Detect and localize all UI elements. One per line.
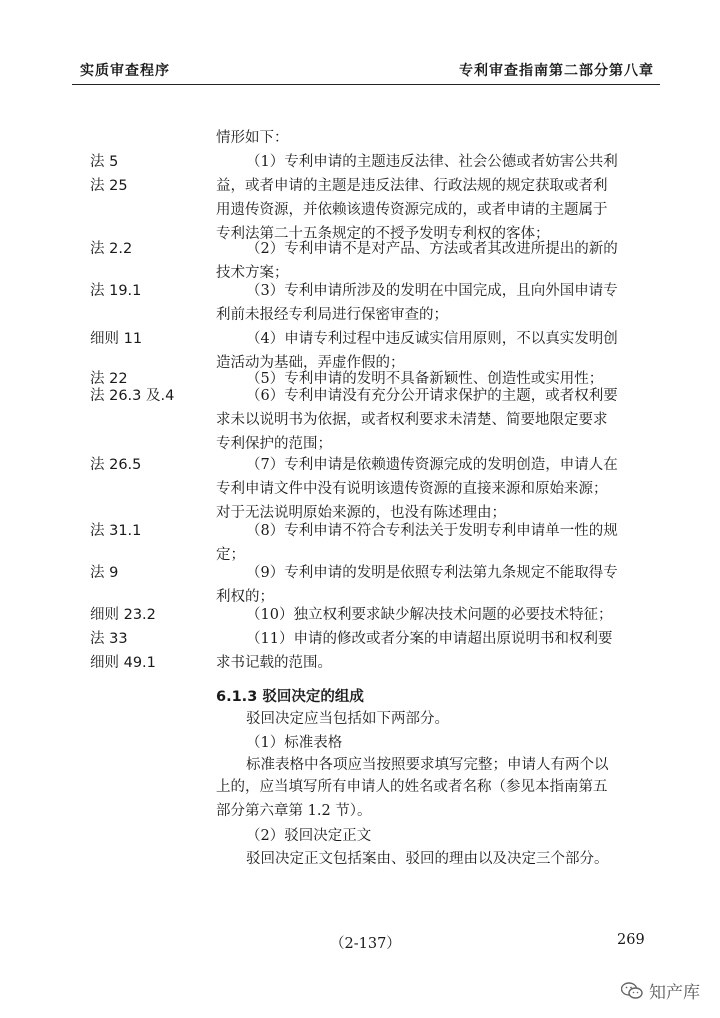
body-line: 求未以说明书为依据，或者权利要求未清楚、简要地限定要求 <box>216 412 608 428</box>
section-heading: 6.1.3 驳回决定的组成 <box>216 689 364 705</box>
body-line: （7）专利申请是依赖遗传资源完成的发明创造，申请人在 <box>246 457 618 473</box>
body-line: 利权的； <box>216 589 274 605</box>
body-line: 利前未报经专利局进行保密审查的； <box>216 307 448 323</box>
margin-note: 细则 49.1 <box>90 655 156 671</box>
body-line: （2）专利申请不是对产品、方法或者其改进所提出的新的 <box>246 241 618 257</box>
margin-note: 法 9 <box>90 565 119 581</box>
margin-note: 法 2.2 <box>90 241 133 257</box>
body-line: 专利保护的范围； <box>216 436 332 452</box>
page-number: 269 <box>617 932 645 948</box>
header-right-title: 专利审查指南第二部分第八章 <box>459 63 654 79</box>
body-line: 专利法第二十五条规定的不授予发明专利权的客体； <box>216 226 550 242</box>
margin-note: 法 26.3 及.4 <box>90 388 175 404</box>
wechat-icon <box>621 982 643 1000</box>
body-line: （5）专利申请的发明不具备新颖性、创造性或实用性； <box>246 371 604 387</box>
margin-note: 法 25 <box>90 178 128 194</box>
body-line: （8）专利申请不符合专利法关于发明专利申请单一性的规 <box>246 523 618 539</box>
watermark-text: 知产库 <box>649 983 700 1003</box>
section-line: 部分第六章第 1.2 节）。 <box>216 803 372 819</box>
section-line: （1）标准表格 <box>246 735 343 751</box>
header-left-title: 实质审查程序 <box>80 63 170 79</box>
body-line: 定； <box>216 547 245 563</box>
body-line: 造活动为基础，弄虚作假的； <box>216 355 405 371</box>
body-line: 求书记载的范围。 <box>216 655 332 671</box>
body-line: （11）申请的修改或者分案的申请超出原说明书和权利要 <box>246 631 613 647</box>
section-line: （2）驳回决定正文 <box>246 828 372 844</box>
margin-note: 细则 23.2 <box>90 607 156 623</box>
margin-note: 法 33 <box>90 631 128 647</box>
section-page-number: （2-137） <box>330 936 401 952</box>
body-line: （6）专利申请没有充分公开请求保护的主题，或者权利要 <box>246 388 618 404</box>
body-line: 技术方案； <box>216 265 289 281</box>
margin-note: 法 22 <box>90 371 128 387</box>
body-line: 专利申请文件中没有说明该遗传资源的直接来源和原始来源； <box>216 481 608 497</box>
body-line: （10）独立权利要求缺少解决技术问题的必要技术特征； <box>246 607 613 623</box>
watermark <box>621 978 700 1003</box>
body-line: （3）专利申请所涉及的发明在中国完成，且向外国申请专 <box>246 283 618 299</box>
section-line: 标准表格中各项应当按照要求填写完整；申请人有两个以 <box>246 757 609 773</box>
margin-note: 法 5 <box>90 154 119 170</box>
section-line: 驳回决定正文包括案由、驳回的理由以及决定三个部分。 <box>246 851 609 867</box>
margin-note: 法 19.1 <box>90 283 142 299</box>
section-line: 驳回决定应当包括如下两部分。 <box>246 711 449 727</box>
body-line: 对于无法说明原始来源的，也没有陈述理由； <box>216 505 506 521</box>
body-line: （9）专利申请的发明是依照专利法第九条规定不能取得专 <box>246 565 618 581</box>
body-line: （1）专利申请的主题违反法律、社会公德或者妨害公共利 <box>246 154 618 170</box>
margin-note: 法 31.1 <box>90 523 142 539</box>
margin-note: 细则 11 <box>90 331 143 347</box>
header-rule <box>72 84 660 85</box>
body-line: （4）申请专利过程中违反诚实信用原则，不以真实发明创 <box>246 331 618 347</box>
body-line: 益，或者申请的主题是违反法律、行政法规的规定获取或者利 <box>216 178 608 194</box>
margin-note: 法 26.5 <box>90 457 142 473</box>
body-line: 用遗传资源，并依赖该遗传资源完成的，或者申请的主题属于 <box>216 202 608 218</box>
body-line: 情形如下： <box>216 130 289 146</box>
section-line: 上的，应当填写所有申请人的姓名或者名称（参见本指南第五 <box>216 779 608 795</box>
